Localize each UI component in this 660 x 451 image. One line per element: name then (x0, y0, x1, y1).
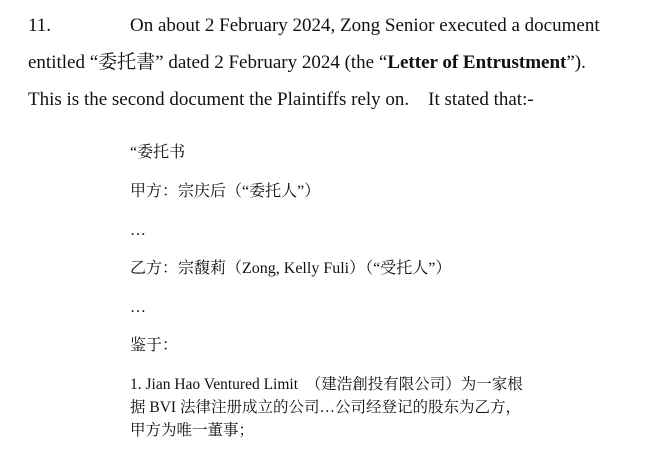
paragraph-line-3 (28, 88, 534, 112)
paragraph-number: 11. (28, 15, 52, 36)
paragraph-text-line-3: This is the second document the Plaintiffs rely on. It stated that:- (28, 89, 534, 110)
quote-item-1-line-1: 1. Jian Hao Ventured Limit （建浩創投有限公司）为一家根 (130, 376, 523, 393)
paragraph-text-line-2-post: ”). (566, 52, 586, 73)
quote-party-a: 甲方：宗庆后（“委托人”） (130, 183, 321, 200)
paragraph-line-1 (28, 14, 600, 38)
quote-ellipsis-2: … (130, 299, 146, 316)
paragraph-text-line-1: On about 2 February 2024, Zong Senior executed a document (130, 15, 600, 36)
quote-party-b: 乙方：宗馥莉（Zong, Kelly Fuli）（“受托人”） (130, 260, 452, 277)
paragraph-line-2 (28, 51, 586, 75)
quote-item-1-line-2: 据 BVI 法律注册成立的公司…公司经登记的股东为乙方， (130, 399, 521, 416)
paragraph-text-line-2-pre: entitled “委托書” dated 2 February 2024 (the “ (28, 52, 388, 73)
defined-term-letter-of-entrustment: Letter of Entrustment (387, 52, 567, 73)
quote-item-1-line-3: 甲方为唯一董事； (130, 422, 255, 439)
quote-ellipsis-1: … (130, 222, 146, 239)
quote-whereas: 鉴于： (130, 337, 179, 354)
quote-title: “委托书 (130, 144, 186, 161)
